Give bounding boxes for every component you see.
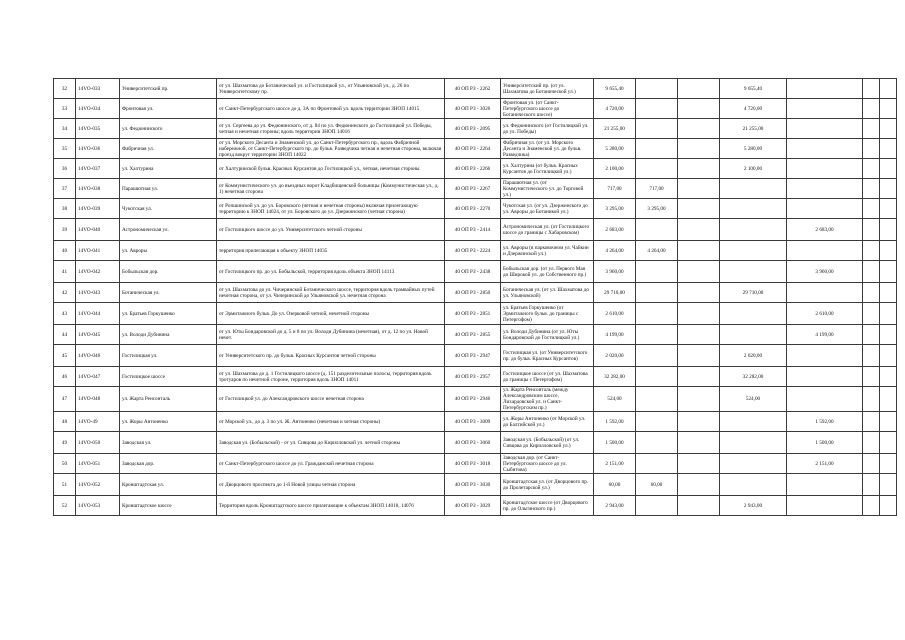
description: от ул. Морского Десанта и Знаменской ул. до Санкт-Петербургского пр., вдоль Фабричной набережной, от Санкт-Петербургского пр. до бульв. Разведчика четная и нечетная стороны, включая проезд вокруг территории ЗНОП 14022 [217, 139, 445, 159]
area-column-2 [678, 325, 720, 345]
row-code: 14VO-046 [76, 345, 120, 367]
empty-cell [880, 99, 897, 119]
row-number: 41 [54, 261, 76, 283]
bounds: ул. Халтурина (от бульв. Красных Курсантов до Гостилицкой ул.) [501, 159, 594, 179]
table-row [54, 474, 897, 496]
street-name: ул. Жоры Антоненко [120, 412, 217, 432]
area-column-1: 717,00 [636, 179, 678, 199]
area-column-1 [636, 99, 678, 119]
area-column-5 [863, 454, 880, 474]
registry-number: 40 ОП РЗ - 2438 [445, 261, 501, 283]
row-number: 43 [54, 303, 76, 325]
table-row [54, 345, 897, 367]
area-column-1 [636, 219, 678, 241]
empty-cell [880, 283, 897, 303]
area-column-1: 4 264,00 [636, 241, 678, 261]
bounds: Фабричная ул. (от ул. Морского Десанта и Знаменской ул. до бульв. Разведчика) [501, 139, 594, 159]
street-name: Гостилицкое шоссе [120, 367, 217, 387]
bounds: Фронтовая ул. (от Санкт-Петербургского шоссе до Ботанического шоссе) [501, 99, 594, 119]
description: от Халтуринской бульв. Красных Курсантов до Гостилицкой ул., четная, нечетная стороны [217, 159, 445, 179]
area-column-3: 2 943,00 [720, 496, 787, 516]
row-code: 14VO-053 [76, 496, 120, 516]
area-column-2 [678, 241, 720, 261]
row-code: 14VO-035 [76, 119, 120, 139]
description: от Гостилицкого шоссе до ул. Университетского четной стороны [217, 219, 445, 241]
area-column-2 [678, 432, 720, 454]
registry-number: 40 ОП РЗ - 2264 [445, 139, 501, 159]
area-column-4 [787, 179, 863, 199]
bounds: Парашютная ул. (от Коммунистического ул. до Торговой ул.) [501, 179, 594, 199]
area-column-5 [863, 79, 880, 99]
row-number: 52 [54, 496, 76, 516]
registry-number: 40 ОП РЗ - 3030 [445, 474, 501, 496]
row-number: 45 [54, 345, 76, 367]
area-column-3: 29 710,00 [720, 283, 787, 303]
empty-cell [880, 159, 897, 179]
area-column-2 [678, 219, 720, 241]
area-column-1 [636, 345, 678, 367]
bounds: ул. Жарта Ренсонталь (между Александровским шоссе, Лихардовской ул. и Санкт-Петербургским пр.) [501, 387, 594, 412]
area-column-2 [678, 496, 720, 516]
total-area: 1 592,00 [594, 412, 636, 432]
area-column-3: 2 100,00 [720, 159, 787, 179]
registry-number: 40 ОП РЗ - 2855 [445, 325, 501, 345]
table-row [54, 303, 897, 325]
area-column-1 [636, 119, 678, 139]
bounds: Гостилицкое шоссе (от ул. Шахматова до границы с Петергофом) [501, 367, 594, 387]
total-area: 2 683,00 [594, 219, 636, 241]
row-code: 14VO-036 [76, 139, 120, 159]
area-column-4 [787, 496, 863, 516]
area-column-5 [863, 387, 880, 412]
empty-cell [880, 199, 897, 219]
area-column-3 [720, 199, 787, 219]
area-column-5 [863, 474, 880, 496]
table-row [54, 119, 897, 139]
table-row [54, 283, 897, 303]
empty-cell [880, 474, 897, 496]
total-area: 4 264,00 [594, 241, 636, 261]
area-column-3 [720, 261, 787, 283]
description: от Коммунистического ул. до въездных ворот Кладбищенской больницы (Коммунистическая ул., д. 1) нечетная сторона [217, 179, 445, 199]
area-column-5 [863, 139, 880, 159]
area-column-5 [863, 199, 880, 219]
table-row [54, 432, 897, 454]
table-row [54, 387, 897, 412]
area-column-2 [678, 159, 720, 179]
street-name: Фронтовая ул. [120, 99, 217, 119]
area-column-1: 3 295,00 [636, 199, 678, 219]
street-name: Заводская ул. [120, 432, 217, 454]
area-column-5 [863, 432, 880, 454]
area-column-4 [787, 387, 863, 412]
row-code: 14VO-042 [76, 261, 120, 283]
total-area: 2 610,00 [594, 303, 636, 325]
street-name: Ботаническая ул. [120, 283, 217, 303]
bounds: Бобыльская дор. (от ул. Первого Мая до Широкой ул. до Собственного пр.) [501, 261, 594, 283]
description: Заводская ул. (Бобыльской) - от ул. Сивцова до Кирилловской ул. четной стороны [217, 432, 445, 454]
area-column-2 [678, 179, 720, 199]
row-code: 14VO-050 [76, 432, 120, 454]
row-number: 33 [54, 99, 76, 119]
row-number: 40 [54, 241, 76, 261]
area-column-1 [636, 283, 678, 303]
row-number: 37 [54, 179, 76, 199]
area-column-1 [636, 387, 678, 412]
empty-cell [880, 325, 897, 345]
area-column-5 [863, 325, 880, 345]
area-column-5 [863, 496, 880, 516]
row-code: 14VO-048 [76, 387, 120, 412]
area-column-4: 4 199,00 [787, 325, 863, 345]
row-number: 49 [54, 432, 76, 454]
street-name: ул. Братьев Горкушенко [120, 303, 217, 325]
bounds: ул. Федюнинского (от Гостилицкой ул. до ул. Победы) [501, 119, 594, 139]
empty-cell [880, 219, 897, 241]
description: от Эрмитажного бульв. До ул. Озерковой четной, нечетной стороны [217, 303, 445, 325]
table-row [54, 241, 897, 261]
empty-cell [880, 79, 897, 99]
total-area: 2 943,00 [594, 496, 636, 516]
street-name: Бобыльская дор. [120, 261, 217, 283]
table-row [54, 219, 897, 241]
description: от ул. Юты Бондаровской до д. 5 и 8 по ул. Володи Дубинина (нечетная), от д. 12 по ул. Новой нечет. [217, 325, 445, 345]
area-column-3 [720, 454, 787, 474]
area-column-3 [720, 303, 787, 325]
description: от Гостилицкого пр. до ул. Бобыльской, территория вдоль объекта ЗНОП 14113 [217, 261, 445, 283]
total-area: 2 020,00 [594, 345, 636, 367]
table-row [54, 99, 897, 119]
row-code: 14VO-044 [76, 303, 120, 325]
area-column-5 [863, 179, 880, 199]
bounds: ул. Братьев Горкушенко (от Эрмитажного бульв. до границы с Петергофом) [501, 303, 594, 325]
area-column-3 [720, 474, 787, 496]
area-column-4 [787, 367, 863, 387]
row-number: 42 [54, 283, 76, 303]
street-name: Гостилицкая ул. [120, 345, 217, 367]
area-column-4: 2 683,00 [787, 219, 863, 241]
row-code: 14VO-039 [76, 199, 120, 219]
street-name: ул. Федюнинского [120, 119, 217, 139]
total-area: 9 655,40 [594, 79, 636, 99]
total-area: 29 710,00 [594, 283, 636, 303]
table-row [54, 261, 897, 283]
description: от Санкт-Петербургского шоссе до д. 3А по Фронтовой ул. вдоль территории ЗНОП 14015 [217, 99, 445, 119]
area-column-4 [787, 283, 863, 303]
area-column-4: 3 960,00 [787, 261, 863, 283]
area-column-5 [863, 283, 880, 303]
total-area: 3 295,00 [594, 199, 636, 219]
street-name: Чукотская ул. [120, 199, 217, 219]
total-area: 3 960,00 [594, 261, 636, 283]
area-column-3 [720, 179, 787, 199]
area-column-1 [636, 261, 678, 283]
row-number: 39 [54, 219, 76, 241]
row-code: 14VO-043 [76, 283, 120, 303]
area-column-5 [863, 303, 880, 325]
area-column-4: 2 610,00 [787, 303, 863, 325]
total-area: 1 500,00 [594, 432, 636, 454]
bounds: Кронштадтская ул. (от Дворцового пр. до Пролетарской ул.) [501, 474, 594, 496]
area-column-4: 1 592,00 [787, 412, 863, 432]
street-name: ул. Жарта Ренсонталь [120, 387, 217, 412]
street-name: ул. Авроры [120, 241, 217, 261]
area-column-4 [787, 159, 863, 179]
area-column-1 [636, 496, 678, 516]
empty-cell [880, 432, 897, 454]
table-row [54, 79, 897, 99]
registry-number: 40 ОП РЗ - 2262 [445, 79, 501, 99]
area-column-2 [678, 454, 720, 474]
area-column-2 [678, 283, 720, 303]
area-column-4 [787, 345, 863, 367]
bounds: Кронштадтское шоссе (от Дворцового пр. до Ольгинского пр.) [501, 496, 594, 516]
area-column-3: 524,00 [720, 387, 787, 412]
area-column-5 [863, 99, 880, 119]
area-column-1: 60,00 [636, 474, 678, 496]
street-name: Парашютная ул. [120, 179, 217, 199]
total-area: 524,00 [594, 387, 636, 412]
bounds: Гостилицкая ул. (от Университетского пр. до бульв. Красных Курсантов) [501, 345, 594, 367]
area-column-2 [678, 119, 720, 139]
street-name: Кронштадтская ул. [120, 474, 217, 496]
bounds: Астрономическая ул. (от Гостилицкого шоссе до границы с Хабаровском) [501, 219, 594, 241]
total-area: 4 199,00 [594, 325, 636, 345]
description: от Гостилицкой ул. до Александровского шоссе нечетная сторона [217, 387, 445, 412]
area-column-2 [678, 345, 720, 367]
registry-number: 40 ОП РЗ - 2414 [445, 219, 501, 241]
area-column-3: 2 020,00 [720, 345, 787, 367]
area-column-5 [863, 345, 880, 367]
bounds: ул. Авроры (в парковочном ул. Чайкин и Дзержинской ул.) [501, 241, 594, 261]
area-column-5 [863, 261, 880, 283]
row-code: 14VO-051 [76, 454, 120, 474]
area-column-5 [863, 219, 880, 241]
empty-cell [880, 139, 897, 159]
table-row [54, 367, 897, 387]
row-code: 14VO-040 [76, 219, 120, 241]
registry-number: 40 ОП РЗ - 2957 [445, 367, 501, 387]
area-column-5 [863, 241, 880, 261]
area-column-4: 1 500,00 [787, 432, 863, 454]
row-number: 36 [54, 159, 76, 179]
row-number: 51 [54, 474, 76, 496]
registry-number: 40 ОП РЗ - 2947 [445, 345, 501, 367]
data-table [53, 78, 897, 516]
registry-number: 40 ОП РЗ - 2095 [445, 119, 501, 139]
area-column-3 [720, 219, 787, 241]
bounds: Чукотская ул. (от ул. Дзержинского до ул. Авроры до Ботаникой ул.) [501, 199, 594, 219]
area-column-3: 9 655,40 [720, 79, 787, 99]
registry-number: 40 ОП РЗ - 2851 [445, 303, 501, 325]
table-row [54, 496, 897, 516]
row-number: 34 [54, 119, 76, 139]
area-column-1 [636, 367, 678, 387]
total-area: 5 280,00 [594, 139, 636, 159]
table-row [54, 179, 897, 199]
description: от ул. Шахматова до Ботанической ул. и Гостилицкой ул., от Ульяновской ул., д. 26 по Университетскому пр. [217, 79, 445, 99]
area-column-3: 5 280,00 [720, 139, 787, 159]
description: от Морской ул., до д. 3 по ул. Ж. Антоненко (нечетная и четная стороны) [217, 412, 445, 432]
registry-number: 40 ОП РЗ - 2224 [445, 241, 501, 261]
area-column-5 [863, 412, 880, 432]
description: от ул. Сергеева до ул. Федюнинского, от д. 84 по ул. Федюнинского до Гостилицкой ул. Победы, четная и нечетная стороны; вдоль территории ЗНОП 14016 [217, 119, 445, 139]
street-name: Заводская дор. [120, 454, 217, 474]
street-name: ул. Володи Дубинина [120, 325, 217, 345]
description: от Санкт-Петербургского шоссе до ул. Гражданской нечетная сторона [217, 454, 445, 474]
total-area: 60,00 [594, 474, 636, 496]
area-column-5 [863, 367, 880, 387]
area-column-4: 2 151,00 [787, 454, 863, 474]
area-column-4 [787, 241, 863, 261]
registry-number: 40 ОП РЗ - 3029 [445, 496, 501, 516]
bounds: ул. Жоры Антоненко (от Морской ул. до Балтийской ул.) [501, 412, 594, 432]
area-column-1 [636, 432, 678, 454]
row-code: 14VO-047 [76, 367, 120, 387]
row-number: 50 [54, 454, 76, 474]
area-column-2 [678, 79, 720, 99]
registry-number: 40 ОП РЗ - 2850 [445, 283, 501, 303]
row-number: 32 [54, 79, 76, 99]
row-number: 35 [54, 139, 76, 159]
area-column-2 [678, 367, 720, 387]
row-number: 44 [54, 325, 76, 345]
area-column-4 [787, 474, 863, 496]
registry-number: 40 ОП РЗ - 3009 [445, 412, 501, 432]
total-area: 2 151,00 [594, 454, 636, 474]
area-column-4 [787, 119, 863, 139]
bounds: Заводская дор. (от Санкт-Петербургского шоссе до ул. Сыбитова) [501, 454, 594, 474]
registry-number: 40 ОП РЗ - 3018 [445, 454, 501, 474]
row-number: 46 [54, 367, 76, 387]
area-column-2 [678, 139, 720, 159]
area-column-1 [636, 325, 678, 345]
area-column-3 [720, 241, 787, 261]
area-column-4 [787, 199, 863, 219]
bounds: Университетский пр. (от ул. Шахматова до Ботанической ул.) [501, 79, 594, 99]
empty-cell [880, 412, 897, 432]
area-column-2 [678, 474, 720, 496]
area-column-3 [720, 432, 787, 454]
empty-cell [880, 345, 897, 367]
total-area: 4 720,00 [594, 99, 636, 119]
description: Территория вдоль Кронштадтского шоссе прилегающие к объектам ЗНОП 14018, 14076 [217, 496, 445, 516]
registry-number: 40 ОП РЗ - 2267 [445, 179, 501, 199]
area-column-1 [636, 139, 678, 159]
table-row [54, 454, 897, 474]
description: от Дворцового проспекта до 1-й Новой улицы четная сторона [217, 474, 445, 496]
row-code: 14VO-041 [76, 241, 120, 261]
total-area: 32 282,00 [594, 367, 636, 387]
area-column-1 [636, 159, 678, 179]
bounds: Ботаническая ул. (от ул. Шахматова до ул. Ульяновской) [501, 283, 594, 303]
area-column-5 [863, 159, 880, 179]
street-name: Кронштадтское шоссе [120, 496, 217, 516]
empty-cell [880, 387, 897, 412]
empty-cell [880, 261, 897, 283]
area-column-3 [720, 325, 787, 345]
street-name: Университетский пр. [120, 79, 217, 99]
area-column-3: 21 255,00 [720, 119, 787, 139]
street-name: Фабричная ул. [120, 139, 217, 159]
row-code: 14VO-045 [76, 325, 120, 345]
empty-cell [880, 241, 897, 261]
registry-number: 40 ОП РЗ - 3026 [445, 99, 501, 119]
empty-cell [880, 179, 897, 199]
description: от ул. Шахматова до ул. Чичеринской Ботанического шоссе, территория вдоль трамвайных путей нечетная сторона, от ул. Чичеринской до Ульяновской ул. нечетная сторона [217, 283, 445, 303]
area-column-2 [678, 387, 720, 412]
empty-cell [880, 496, 897, 516]
description: от Университетского пр. до бульв. Красных Курсантов четной стороны [217, 345, 445, 367]
area-column-2 [678, 412, 720, 432]
row-code: 14VO-052 [76, 474, 120, 496]
area-column-4 [787, 99, 863, 119]
bounds: Заводская ул. (Бобыльской) (от ул. Сивцова до Кирилловской ул.) [501, 432, 594, 454]
row-number: 38 [54, 199, 76, 219]
area-column-3 [720, 412, 787, 432]
row-code: 14VO-034 [76, 99, 120, 119]
area-column-4 [787, 139, 863, 159]
area-column-1 [636, 412, 678, 432]
area-column-1 [636, 454, 678, 474]
area-column-5 [863, 119, 880, 139]
area-column-3: 32 282,00 [720, 367, 787, 387]
total-area: 717,00 [594, 179, 636, 199]
area-column-1 [636, 79, 678, 99]
area-column-2 [678, 99, 720, 119]
row-code: 14VO-033 [76, 79, 120, 99]
area-column-2 [678, 199, 720, 219]
registry-number: 40 ОП РЗ - 2270 [445, 199, 501, 219]
description: от ул. Шахматова до д. 1 Гостилицкого шоссе (д. 151 разделительные полосы, территория вдоль тротуаров по нечетной стороне, территория вдоль ЗНОП 14011 [217, 367, 445, 387]
street-name: ул. Халтурина [120, 159, 217, 179]
area-column-4 [787, 79, 863, 99]
registry-number: 40 ОП РЗ - 2266 [445, 159, 501, 179]
table-row [54, 325, 897, 345]
row-code: 14VO-037 [76, 159, 120, 179]
row-number: 47 [54, 387, 76, 412]
area-column-2 [678, 303, 720, 325]
table-row [54, 139, 897, 159]
row-number: 48 [54, 412, 76, 432]
description: территория прилегающая к объекту ЗНОП 14035 [217, 241, 445, 261]
row-code: 14VO-49 [76, 412, 120, 432]
description: от Ропшинской ул. до ул. Боровского (четная и нечетная стороны) включая прилегающую территорию к ЗНОП 14024, от ул. Боровского до ул. Дзержинского (четная сторона) [217, 199, 445, 219]
table-row [54, 412, 897, 432]
total-area: 2 100,00 [594, 159, 636, 179]
empty-cell [880, 367, 897, 387]
area-column-2 [678, 261, 720, 283]
area-column-3: 4 720,00 [720, 99, 787, 119]
total-area: 21 255,00 [594, 119, 636, 139]
row-code: 14VO-038 [76, 179, 120, 199]
street-name: Астрономическая ул. [120, 219, 217, 241]
empty-cell [880, 119, 897, 139]
table-row [54, 199, 897, 219]
registry-number: 40 ОП РЗ - 3060 [445, 432, 501, 454]
area-column-1 [636, 303, 678, 325]
table-row [54, 159, 897, 179]
registry-number: 40 ОП РЗ - 2946 [445, 387, 501, 412]
bounds: ул. Володи Дубинина (от ул. Юты Бондаровской до Гостилицкой ул.) [501, 325, 594, 345]
empty-cell [880, 303, 897, 325]
empty-cell [880, 454, 897, 474]
